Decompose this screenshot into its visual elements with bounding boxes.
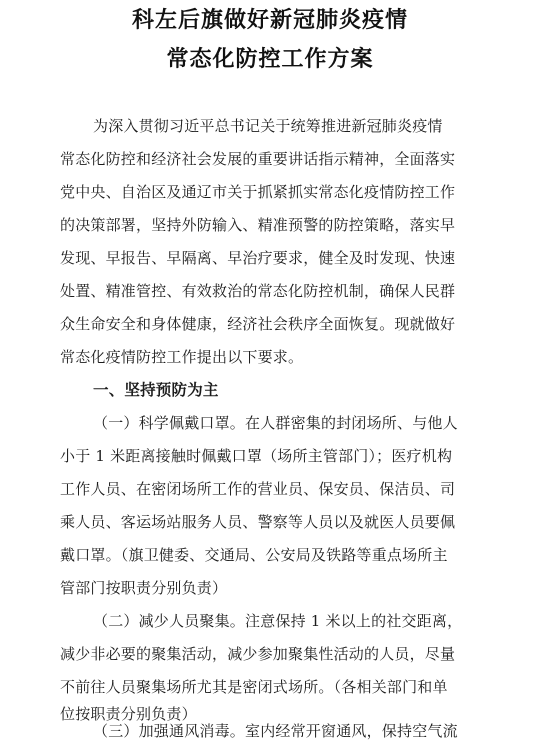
body-line: 常态化疫情防控工作提出以下要求。 (60, 348, 304, 366)
body-line: （三）加强通风消毒。室内经常开窗通风，保持空气流 (93, 722, 458, 740)
body-line: 位按职责分别负责） (60, 705, 197, 723)
document-title-line-2: 常态化防控工作方案 (166, 47, 374, 72)
body-line: 为深入贯彻习近平总书记关于统筹推进新冠肺炎疫情 (93, 117, 443, 135)
document-title-line-1: 科左后旗做好新冠肺炎疫情 (131, 8, 408, 33)
body-line: 众生命安全和身体健康，经济社会秩序全面恢复。现就做好 (60, 315, 456, 333)
body-line: （二）减少人员聚集。注意保持 1 米以上的社交距离， (93, 612, 463, 630)
body-line: 的决策部署，坚持外防输入、精准预警的防控策略，落实早 (60, 216, 456, 234)
body-line: 戴口罩。（旗卫健委、交通局、公安局及铁路等重点场所主 (60, 546, 448, 564)
body-line: 小于 1 米距离接触时佩戴口罩（场所主管部门）；医疗机构 (60, 447, 453, 465)
body-line: 管部门按职责分别负责） (60, 579, 228, 597)
body-line: 不前往人员聚集场所尤其是密闭式场所。（各相关部门和单 (60, 678, 448, 696)
body-line: 发现、早报告、早隔离、早治疗要求，健全及时发现、快速 (60, 249, 456, 267)
body-line: 处置、精准管控、有效救治的常态化防控机制，确保人民群 (60, 282, 456, 300)
body-line: （一）科学佩戴口罩。在人群密集的封闭场所、与他人 (93, 414, 458, 432)
body-line: 党中央、自治区及通辽市关于抓紧抓实常态化疫情防控工作 (60, 183, 456, 201)
body-line: 乘人员、客运场站服务人员、警察等人员以及就医人员要佩 (60, 513, 456, 531)
body-line: 常态化防控和经济社会发展的重要讲话指示精神，全面落实 (60, 150, 456, 168)
body-line: 工作人员、在密闭场所工作的营业员、保安员、保洁员、司 (60, 480, 456, 498)
section-heading: 一、坚持预防为主 (93, 381, 219, 399)
body-line: 减少非必要的聚集活动，减少参加聚集性活动的人员，尽量 (60, 645, 456, 663)
